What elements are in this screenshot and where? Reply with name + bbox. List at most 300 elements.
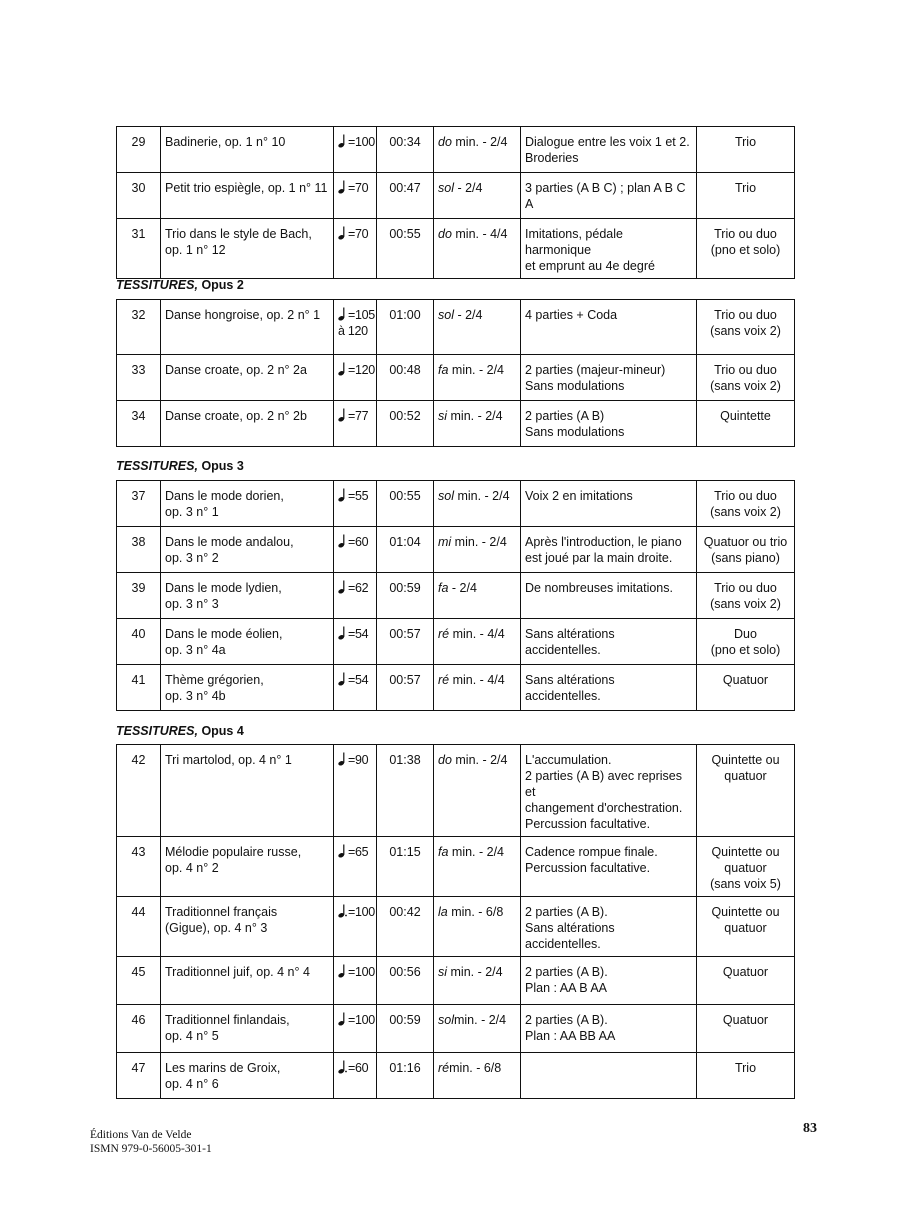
piece-title-line: Petit trio espiègle, op. 1 n° 11 (165, 181, 328, 195)
piece-title-line: op. 3 n° 2 (165, 551, 219, 565)
key-and-meter (434, 665, 521, 711)
tempo-line (338, 226, 372, 242)
tempo-marking (334, 173, 377, 219)
key-note: fa (438, 581, 449, 595)
piece-title (161, 745, 334, 837)
tempo-marking (334, 619, 377, 665)
piece-number: 44 (117, 897, 161, 957)
ensemble-line: (pno et solo) (710, 643, 781, 657)
piece-number: 45 (117, 957, 161, 1005)
piece-title (161, 573, 334, 619)
quarter-note-icon (338, 534, 347, 548)
tempo-marking (334, 665, 377, 711)
tempo-line (338, 362, 375, 378)
publisher-name: Éditions Van de Velde (90, 1129, 192, 1141)
key-and-meter (434, 300, 521, 355)
key-and-meter (434, 1053, 521, 1099)
key-meter: min. - 2/4 (453, 489, 510, 503)
piece-number: 38 (117, 527, 161, 573)
description (521, 957, 697, 1005)
key-note: mi (438, 535, 452, 549)
duration: 01:00 (377, 300, 434, 355)
tempo-line (338, 134, 375, 150)
ensemble-line: Quintette ou (711, 753, 780, 767)
ensemble-line: (sans voix 2) (710, 379, 781, 393)
tempo-marking (334, 219, 377, 279)
key-note: do (438, 135, 452, 149)
table-row (117, 219, 795, 279)
tempo-value: =77 (348, 409, 369, 423)
piece-number: 30 (117, 173, 161, 219)
tempo-marking (334, 1053, 377, 1099)
table-row (117, 957, 795, 1005)
piece-title-line: op. 4 n° 2 (165, 861, 219, 875)
repertoire-table-opus-4 (116, 744, 795, 1099)
duration: 01:04 (377, 527, 434, 573)
duration: 00:48 (377, 355, 434, 401)
ensemble-line: Quintette ou (711, 845, 780, 859)
tempo-line (338, 1060, 372, 1076)
tempo-value: =60 (348, 1061, 369, 1075)
ensemble (697, 481, 795, 527)
duration: 00:42 (377, 897, 434, 957)
tempo-line (338, 580, 372, 596)
description-line: L'accumulation. (525, 753, 612, 767)
ensemble-line: quatuor (724, 921, 767, 935)
piece-number: 39 (117, 573, 161, 619)
tempo-value: =120 (348, 363, 375, 377)
key-and-meter (434, 127, 521, 173)
tempo-value: =100 (348, 1013, 375, 1027)
ensemble (697, 665, 795, 711)
ensemble (697, 837, 795, 897)
description-line: 4 parties + Coda (525, 308, 618, 322)
duration: 00:56 (377, 957, 434, 1005)
duration: 00:47 (377, 173, 434, 219)
tempo-marking (334, 837, 377, 897)
tempo-line (338, 408, 372, 424)
description-line: 2 parties (A B) avec reprises et (525, 769, 683, 799)
description-line: 2 parties (A B). (525, 1013, 608, 1027)
tempo-marking (334, 300, 377, 355)
quarter-note-icon (338, 408, 347, 422)
piece-title-line: Mélodie populaire russe, (165, 845, 302, 859)
ensemble-line: (sans voix 2) (710, 505, 781, 519)
key-and-meter (434, 527, 521, 573)
duration: 00:59 (377, 1005, 434, 1053)
tempo-value: =55 (348, 489, 369, 503)
key-and-meter (434, 173, 521, 219)
description-line: Sans altérations accidentelles. (525, 921, 615, 951)
tempo-value: =65 (348, 845, 369, 859)
ensemble-line: (sans voix 2) (710, 597, 781, 611)
tempo-line (338, 180, 372, 196)
piece-title-line: Thème grégorien, (165, 673, 264, 687)
piece-title-line: (Gigue), op. 4 n° 3 (165, 921, 268, 935)
key-meter: min. - 2/4 (451, 753, 508, 767)
key-note: sol (438, 489, 454, 503)
piece-title (161, 173, 334, 219)
key-and-meter (434, 745, 521, 837)
piece-number: 37 (117, 481, 161, 527)
key-meter: min. - 2/4 (448, 845, 505, 859)
key-meter: min. - 6/8 (449, 1061, 502, 1075)
quarter-note-icon (338, 672, 347, 686)
ensemble (697, 355, 795, 401)
key-note: si (438, 409, 448, 423)
tempo-marking (334, 527, 377, 573)
ensemble-line: Quatuor (722, 673, 769, 687)
ensemble (697, 1053, 795, 1099)
ensemble-line: Trio ou duo (714, 489, 777, 503)
tempo-line (338, 488, 372, 504)
description-line: Sans altérations accidentelles. (525, 673, 615, 703)
tempo-marking (334, 481, 377, 527)
piece-title (161, 527, 334, 573)
piece-title-line: op. 3 n° 3 (165, 597, 219, 611)
publisher-footer (90, 1128, 212, 1156)
quarter-note-icon (338, 752, 347, 766)
piece-title (161, 1053, 334, 1099)
description-line: Sans altérations accidentelles. (525, 627, 615, 657)
ensemble (697, 527, 795, 573)
key-note: sol (438, 308, 454, 322)
piece-number: 41 (117, 665, 161, 711)
tempo-line (338, 534, 372, 550)
duration: 00:55 (377, 219, 434, 279)
piece-title-line: Dans le mode andalou, (165, 535, 294, 549)
piece-title-line: op. 4 n° 5 (165, 1029, 219, 1043)
description-line: Dialogue entre les voix 1 et 2. (525, 135, 690, 149)
ensemble-line: quatuor (724, 861, 767, 875)
tempo-marking (334, 127, 377, 173)
description (521, 573, 697, 619)
tempo-line (338, 672, 372, 688)
duration: 00:57 (377, 665, 434, 711)
duration: 00:34 (377, 127, 434, 173)
ensemble-line: Trio ou duo (714, 581, 777, 595)
description (521, 1005, 697, 1053)
ensemble-line: Quintette ou (711, 905, 780, 919)
description (521, 745, 697, 837)
repertoire-table-opus-3 (116, 480, 795, 711)
description-line: Voix 2 en imitations (525, 489, 633, 503)
key-meter: min. - 6/8 (447, 905, 504, 919)
description-line: De nombreuses imitations. (525, 581, 673, 595)
piece-title (161, 837, 334, 897)
key-and-meter (434, 957, 521, 1005)
description-line: 2 parties (A B) (525, 409, 605, 423)
key-meter: min. - 2/4 (451, 535, 507, 549)
description (521, 127, 697, 173)
description (521, 173, 697, 219)
description (521, 665, 697, 711)
key-and-meter (434, 355, 521, 401)
table-row (117, 1053, 795, 1099)
tempo-line (338, 307, 375, 323)
quarter-note-icon (338, 180, 347, 194)
piece-number: 29 (117, 127, 161, 173)
piece-title-line: op. 4 n° 6 (165, 1077, 219, 1091)
tempo-line (338, 844, 372, 860)
tempo-line (338, 752, 372, 768)
table-row (117, 401, 795, 447)
key-meter: min. - 2/4 (453, 1013, 507, 1027)
ensemble (697, 957, 795, 1005)
key-note: si (438, 965, 448, 979)
ensemble (697, 219, 795, 279)
description-line: Percussion facultative. (525, 861, 651, 875)
table-row (117, 527, 795, 573)
duration: 01:16 (377, 1053, 434, 1099)
piece-title-line: Dans le mode lydien, (165, 581, 282, 595)
description-line: 2 parties (A B). (525, 905, 608, 919)
ensemble (697, 619, 795, 665)
ensemble-line: Trio (734, 135, 757, 149)
piece-title-line: op. 3 n° 4b (165, 689, 226, 703)
quarter-note-icon (338, 226, 347, 240)
piece-title-line: Les marins de Groix, (165, 1061, 281, 1075)
piece-title-line: op. 3 n° 1 (165, 505, 219, 519)
piece-title-line: Tri martolod, op. 4 n° 1 (165, 753, 292, 767)
tempo-value: =70 (348, 181, 369, 195)
piece-number: 46 (117, 1005, 161, 1053)
piece-title-line: op. 3 n° 4a (165, 643, 226, 657)
key-and-meter (434, 481, 521, 527)
piece-title-line: Traditionnel français (165, 905, 278, 919)
dotted-quarter-note-icon (338, 1060, 347, 1074)
ensemble (697, 300, 795, 355)
description-line: 2 parties (majeur-mineur) (525, 363, 666, 377)
ensemble (697, 745, 795, 837)
piece-number: 43 (117, 837, 161, 897)
tempo-marking (334, 1005, 377, 1053)
key-note: fa (438, 845, 449, 859)
key-meter: - 2/4 (453, 308, 483, 322)
piece-title-line: Traditionnel juif, op. 4 n° 4 (165, 965, 310, 979)
ensemble-line: Trio (734, 181, 757, 195)
tempo-value: =105 (348, 308, 375, 322)
table-row (117, 127, 795, 173)
piece-title (161, 1005, 334, 1053)
description (521, 481, 697, 527)
repertoire-table-opus-2 (116, 299, 795, 447)
ensemble-line: quatuor (724, 769, 767, 783)
ensemble (697, 127, 795, 173)
piece-title (161, 619, 334, 665)
key-note: sol (438, 181, 454, 195)
description-line: Plan : AA B AA (525, 981, 608, 995)
tempo-marking (334, 401, 377, 447)
key-and-meter (434, 401, 521, 447)
piece-number: 34 (117, 401, 161, 447)
piece-title (161, 665, 334, 711)
tempo-marking (334, 745, 377, 837)
description-line: 2 parties (A B). (525, 965, 608, 979)
quarter-note-icon (338, 580, 347, 594)
piece-title-line: Danse croate, op. 2 n° 2a (165, 363, 307, 377)
key-and-meter (434, 837, 521, 897)
description-line: est joué par la main droite. (525, 551, 673, 565)
description (521, 219, 697, 279)
piece-title-line: op. 1 n° 12 (165, 243, 226, 257)
description (521, 527, 697, 573)
tempo-value: =60 (348, 535, 369, 549)
key-meter: min. - 4/4 (451, 227, 508, 241)
ensemble-line: (sans voix 5) (710, 877, 781, 891)
table-row (117, 173, 795, 219)
tempo-value: =100 (348, 905, 375, 919)
tempo-value: =100 (348, 965, 375, 979)
tempo-line (338, 1012, 375, 1028)
ensemble-line: Quatuor ou trio (703, 535, 788, 549)
description (521, 897, 697, 957)
description-line: Broderies (525, 151, 579, 165)
quarter-note-icon (338, 626, 347, 640)
piece-title-line: Danse croate, op. 2 n° 2b (165, 409, 307, 423)
quarter-note-icon (338, 1012, 347, 1026)
key-and-meter (434, 219, 521, 279)
ensemble-line: Trio ou duo (714, 227, 777, 241)
repertoire-table-opus-1 (116, 126, 795, 279)
ensemble-line: Quintette (720, 409, 771, 423)
key-meter: min. - 2/4 (447, 965, 503, 979)
tempo-marking (334, 355, 377, 401)
key-note: do (438, 227, 452, 241)
piece-title-line: Dans le mode dorien, (165, 489, 284, 503)
ismn-code: ISMN 979-0-56005-301-1 (90, 1143, 212, 1155)
ensemble-line: Duo (734, 627, 757, 641)
piece-number: 47 (117, 1053, 161, 1099)
key-and-meter (434, 619, 521, 665)
description-line: Sans modulations (525, 425, 625, 439)
piece-title (161, 219, 334, 279)
key-note: ré (438, 627, 450, 641)
section-title-opus-3: TESSITURES, Opus 3 (116, 459, 244, 473)
key-meter: min. - 4/4 (449, 627, 505, 641)
key-note: sol (438, 1013, 454, 1027)
description-line: Cadence rompue finale. (525, 845, 658, 859)
ensemble-line: (sans voix 2) (710, 324, 781, 338)
description (521, 355, 697, 401)
key-and-meter (434, 1005, 521, 1053)
tempo-line (338, 323, 372, 339)
duration: 00:59 (377, 573, 434, 619)
duration: 00:52 (377, 401, 434, 447)
table-row (117, 355, 795, 401)
key-note: la (438, 905, 448, 919)
key-meter: min. - 2/4 (448, 363, 505, 377)
tempo-value: =100 (348, 135, 375, 149)
piece-title-line: Badinerie, op. 1 n° 10 (165, 135, 286, 149)
quarter-note-icon (338, 488, 347, 502)
tempo-value: =62 (348, 581, 369, 595)
ensemble-line: Trio ou duo (714, 308, 777, 322)
ensemble (697, 897, 795, 957)
quarter-note-icon (338, 134, 347, 148)
dotted-quarter-note-icon (338, 904, 347, 918)
key-note: ré (438, 673, 450, 687)
quarter-note-icon (338, 307, 347, 321)
table-row (117, 1005, 795, 1053)
ensemble (697, 401, 795, 447)
quarter-note-icon (338, 964, 347, 978)
piece-number: 40 (117, 619, 161, 665)
ensemble-line: Trio (734, 1061, 757, 1075)
section-title-opus-4: TESSITURES, Opus 4 (116, 724, 244, 738)
key-meter: - 2/4 (453, 181, 483, 195)
key-note: do (438, 753, 452, 767)
table-row (117, 745, 795, 837)
tempo-marking (334, 897, 377, 957)
ensemble-line: (pno et solo) (710, 243, 781, 257)
description (521, 619, 697, 665)
key-and-meter (434, 573, 521, 619)
quarter-note-icon (338, 362, 347, 376)
table-row (117, 665, 795, 711)
ensemble (697, 573, 795, 619)
quarter-note-icon (338, 844, 347, 858)
description-line: Imitations, pédale harmonique (525, 227, 623, 257)
key-and-meter (434, 897, 521, 957)
key-meter: min. - 2/4 (447, 409, 503, 423)
piece-number: 33 (117, 355, 161, 401)
key-meter: min. - 4/4 (449, 673, 505, 687)
ensemble-line: Trio ou duo (714, 363, 777, 377)
page-number: 83 (803, 1121, 817, 1136)
ensemble-line: Quatuor (722, 1013, 769, 1027)
table-row (117, 619, 795, 665)
piece-number: 32 (117, 300, 161, 355)
duration: 00:55 (377, 481, 434, 527)
piece-title (161, 897, 334, 957)
piece-title-line: Trio dans le style de Bach, (165, 227, 312, 241)
piece-title (161, 127, 334, 173)
tempo-marking (334, 573, 377, 619)
key-note: fa (438, 363, 449, 377)
tempo-marking (334, 957, 377, 1005)
ensemble (697, 1005, 795, 1053)
tempo-value: =54 (348, 673, 369, 687)
section-title-opus-2: TESSITURES, Opus 2 (116, 278, 244, 292)
piece-title-line: Traditionnel finlandais, (165, 1013, 290, 1027)
piece-number: 31 (117, 219, 161, 279)
description (521, 401, 697, 447)
tempo-value: =90 (348, 753, 369, 767)
duration: 00:57 (377, 619, 434, 665)
description-line: Après l'introduction, le piano (525, 535, 682, 549)
ensemble-line: Quatuor (722, 965, 769, 979)
tempo-line (338, 904, 375, 920)
tempo-value: à 120 (338, 324, 368, 338)
table-row (117, 837, 795, 897)
tempo-value: =54 (348, 627, 369, 641)
piece-number: 42 (117, 745, 161, 837)
piece-title-line: Danse hongroise, op. 2 n° 1 (165, 308, 321, 322)
duration: 01:38 (377, 745, 434, 837)
description-line: Percussion facultative. (525, 817, 651, 831)
description (521, 1053, 697, 1099)
tempo-line (338, 964, 375, 980)
table-row (117, 573, 795, 619)
piece-title-line: Dans le mode éolien, (165, 627, 283, 641)
table-row (117, 481, 795, 527)
description-line: 3 parties (A B C) ; plan A B C A (525, 181, 686, 211)
ensemble-line: (sans piano) (711, 551, 780, 565)
key-note: ré (438, 1061, 450, 1075)
table-row (117, 300, 795, 355)
tempo-value: =70 (348, 227, 369, 241)
